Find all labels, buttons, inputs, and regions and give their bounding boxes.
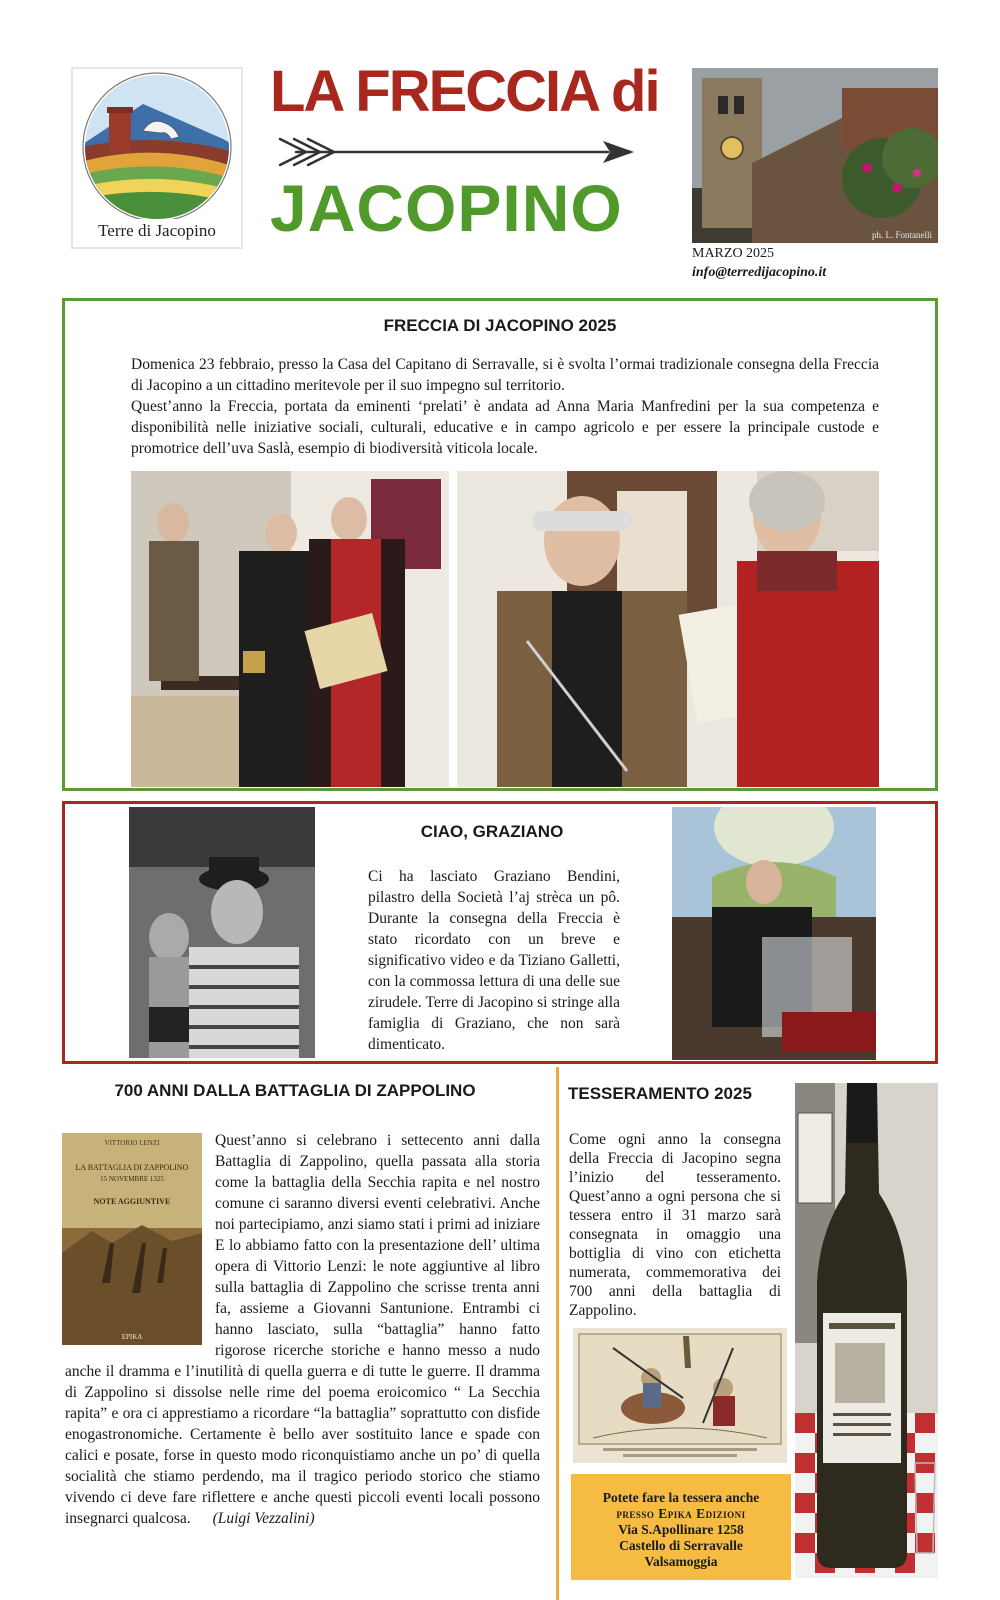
column-divider bbox=[556, 1067, 559, 1600]
article-tesseramento-body: Come ogni anno la consegna della Freccia di Jacopino segna l’inizio del tesseramento. Quest’anno a ogni persona che si tessera entro il 31 marzo sarà consegnata in omaggio una bottiglia di vino con etichetta numerata, commemorativa dei 700 anni della battaglia di Zappolino. bbox=[569, 1131, 781, 1319]
graziano-bw-photo bbox=[129, 807, 315, 1058]
info-line: Via S.Apollinare 1258 bbox=[618, 1522, 744, 1537]
book-publisher: EPIKA bbox=[121, 1333, 143, 1341]
contact-email[interactable]: info@terredijacopino.it bbox=[692, 265, 827, 280]
logo-caption: Terre di Jacopino bbox=[98, 221, 216, 240]
terre-di-jacopino-logo bbox=[71, 67, 243, 249]
info-line: Potete fare la tessera anche bbox=[602, 1490, 760, 1505]
membership-info-box bbox=[571, 1474, 791, 1580]
article-freccia-heading: FRECCIA DI JACOPINO 2025 bbox=[383, 316, 617, 335]
info-line: presso Epika Edizioni bbox=[616, 1506, 746, 1521]
commemorative-wine-bottle-photo bbox=[795, 1083, 938, 1578]
award-handover-photo bbox=[457, 471, 879, 787]
photo-credit: ph. L. Fontanelli bbox=[872, 230, 932, 240]
article-tesseramento-heading: TESSERAMENTO 2025 bbox=[568, 1084, 752, 1103]
article-zappolino-author: (Luigi Vezzalini) bbox=[212, 1510, 315, 1527]
issue-date: MARZO 2025 bbox=[692, 246, 775, 261]
masthead-title-line2: JACOPINO bbox=[270, 171, 623, 245]
church-tower-photo bbox=[692, 68, 938, 243]
article-graziano-body: Ci ha lasciato Graziano Bendini, pilastro della Società l’aj strèca un pô. Durante la consegna della Freccia è stato ricordato con un breve e significativo video e da Tiziano Galletti, con la commossa lettura di una delle sue zirudele. Terre di Jacopino si stringe alla famiglia di Graziano, che non sarà dimenticato. bbox=[368, 868, 620, 1053]
info-line: Castello di Serravalle bbox=[619, 1538, 743, 1553]
prelati-photo bbox=[131, 471, 449, 787]
book-subtitle: NOTE AGGIUNTIVE bbox=[93, 1197, 171, 1206]
article-freccia-body bbox=[131, 354, 879, 459]
tiziano-reading-photo bbox=[672, 807, 876, 1060]
book-author: VITTORIO LENZI bbox=[104, 1139, 160, 1147]
article-zappolino-text: Quest’anno si celebrano i settecento anni dalla Battaglia di Zappolino, quella passata alla storia come la battaglia della Secchia rapita e nel nostro comune ci saranno diversi eventi celebrativi. Anche noi partecipiamo, anzi siamo stati i primi ad iniziare E lo abbiamo fatto con la presentazione dell’ ultima opera di Vittorio Lenzi: le note aggiuntive al libro sulla battaglia di Zappolino che scrisse trenta anni fa, assieme a Giovanni Santunione. Entrambi ci hanno lasciato, sulla “battaglia” hanno fatto rigorose ricerche storiche e hanno messo a nudo anche il dramma e l’inutilità di quella guerra e di tutte le guerre. Il dramma di Zappolino si dissolse nelle rime del poema eroicomico “ La Secchia rapita” e ora ci apprestiamo a ricordare “la battaglia” soprattutto con disfide enogastronomiche. Certamente è bello aver sostituito lance e spade con calici e posate, forse in questo modo riconquistiamo anche un po’ di quella socialità che stiamo perdendo, ma il tragico periodo storico che stiamo vivendo ci deve fare riflettere e anche questi piccoli eventi locali possono insegnarci qualcosa. bbox=[65, 1132, 540, 1527]
article-freccia-paragraph: Domenica 23 febbraio, presso la Casa del Capitano di Serravalle, si è svolta l’ormai tradizionale consegna della Freccia di Jacopino a un cittadino meritevole per il suo impegno sul territorio. bbox=[131, 356, 879, 394]
book-date: 15 NOVEMBRE 1325 bbox=[100, 1175, 164, 1183]
info-line: Valsamoggia bbox=[644, 1554, 718, 1569]
article-freccia-paragraph: Quest’anno la Freccia, portata da eminenti ‘prelati’ è andata ad Anna Maria Manfredini per la sua competenza e disponibilità nelle iniziative sociali, culturali, educative e in campo agricolo e per essere la principale custode e promotrice dell’uva Saslà, esempio di biodiversità viticola locale. bbox=[131, 398, 879, 457]
book-title: LA BATTAGLIA DI ZAPPOLINO bbox=[75, 1163, 189, 1172]
arrow-icon bbox=[278, 135, 638, 169]
logo-emblem bbox=[73, 69, 241, 219]
article-zappolino-heading: 700 ANNI DALLA BATTAGLIA DI ZAPPOLINO bbox=[114, 1081, 476, 1100]
battle-engraving-image bbox=[573, 1328, 787, 1463]
masthead-title-line1: LA FRECCIA di bbox=[270, 59, 659, 124]
article-graziano-heading: CIAO, GRAZIANO bbox=[420, 822, 564, 841]
book-cover-spacer bbox=[65, 1130, 215, 1342]
article-zappolino-body bbox=[65, 1130, 540, 1529]
